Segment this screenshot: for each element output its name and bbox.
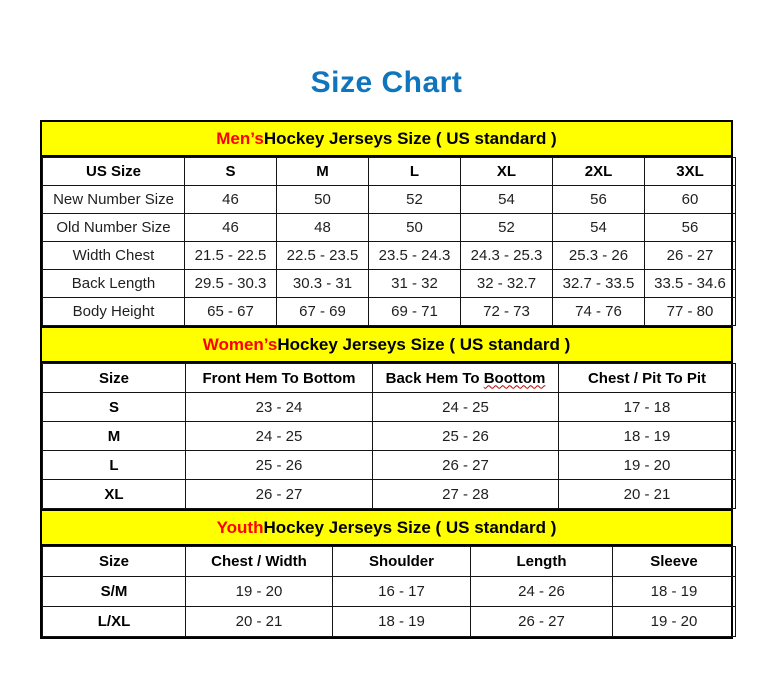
table-row — [43, 451, 736, 480]
youth-section-header — [42, 509, 731, 546]
size-value-cell: 74 - 76 — [553, 298, 645, 326]
row-label: Back Length — [43, 270, 185, 298]
table-row — [43, 242, 736, 270]
youth-section — [42, 509, 731, 637]
size-value-cell: 26 - 27 — [373, 451, 559, 480]
size-value-cell: 33.5 - 34.6 — [645, 270, 736, 298]
page-title: Size Chart — [310, 66, 463, 99]
size-value-cell: 31 - 32 — [369, 270, 461, 298]
col-header: Shoulder — [333, 547, 471, 577]
size-value-cell: 50 — [369, 214, 461, 242]
size-value-cell: 17 - 18 — [559, 393, 736, 422]
row-label: XL — [43, 480, 186, 509]
womens-size-table — [42, 363, 736, 509]
size-value-cell: 77 - 80 — [645, 298, 736, 326]
womens-section — [42, 326, 731, 509]
row-label: S — [43, 393, 186, 422]
col-header: S — [185, 158, 277, 186]
size-value-cell: 32 - 32.7 — [461, 270, 553, 298]
size-value-cell: 24 - 25 — [373, 393, 559, 422]
size-value-cell: 54 — [461, 186, 553, 214]
col-header — [373, 364, 559, 393]
size-value-cell: 25 - 26 — [186, 451, 373, 480]
size-value-cell: 20 - 21 — [186, 607, 333, 637]
size-value-cell: 60 — [645, 186, 736, 214]
womens-section-header — [42, 326, 731, 363]
col-header: Chest / Pit To Pit — [559, 364, 736, 393]
row-label: Old Number Size — [43, 214, 185, 242]
size-value-cell: 67 - 69 — [277, 298, 369, 326]
col-header: 2XL — [553, 158, 645, 186]
size-value-cell: 23 - 24 — [186, 393, 373, 422]
size-value-cell: 50 — [277, 186, 369, 214]
size-value-cell: 18 - 19 — [333, 607, 471, 637]
mens-section — [42, 122, 731, 326]
row-label: S/M — [43, 577, 186, 607]
mens-section-title-rest: Hockey Jerseys Size ( US standard ) — [263, 128, 557, 148]
table-row — [43, 422, 736, 451]
size-value-cell: 20 - 21 — [559, 480, 736, 509]
row-label: L — [43, 451, 186, 480]
size-chart-tables — [40, 120, 733, 639]
size-value-cell: 27 - 28 — [373, 480, 559, 509]
size-value-cell: 23.5 - 24.3 — [369, 242, 461, 270]
row-label: M — [43, 422, 186, 451]
row-label: L/XL — [43, 607, 186, 637]
size-value-cell: 56 — [645, 214, 736, 242]
size-value-cell: 19 - 20 — [613, 607, 736, 637]
size-value-cell: 18 - 19 — [613, 577, 736, 607]
size-value-cell: 24.3 - 25.3 — [461, 242, 553, 270]
size-value-cell: 24 - 26 — [471, 577, 613, 607]
row-label: Width Chest — [43, 242, 185, 270]
mens-section-highlight: Men’s — [216, 128, 264, 148]
size-value-cell: 29.5 - 30.3 — [185, 270, 277, 298]
size-value-cell: 54 — [553, 214, 645, 242]
youth-header-row — [43, 547, 736, 577]
size-value-cell: 48 — [277, 214, 369, 242]
row-label: New Number Size — [43, 186, 185, 214]
size-value-cell: 46 — [185, 186, 277, 214]
size-value-cell: 65 - 67 — [185, 298, 277, 326]
size-value-cell: 72 - 73 — [461, 298, 553, 326]
size-value-cell: 25 - 26 — [373, 422, 559, 451]
col-header: Chest / Width — [186, 547, 333, 577]
size-value-cell: 52 — [461, 214, 553, 242]
womens-section-title-rest: Hockey Jerseys Size ( US standard ) — [277, 334, 571, 354]
size-value-cell: 56 — [553, 186, 645, 214]
table-row — [43, 577, 736, 607]
row-label: Body Height — [43, 298, 185, 326]
col-header: XL — [461, 158, 553, 186]
col-header: Length — [471, 547, 613, 577]
womens-header-row — [43, 364, 736, 393]
size-value-cell: 30.3 - 31 — [277, 270, 369, 298]
col-header: US Size — [43, 158, 185, 186]
youth-section-highlight: Youth — [216, 517, 264, 537]
table-row — [43, 480, 736, 509]
size-value-cell: 26 - 27 — [186, 480, 373, 509]
size-value-cell: 16 - 17 — [333, 577, 471, 607]
size-value-cell: 19 - 20 — [559, 451, 736, 480]
mens-header-row — [43, 158, 736, 186]
size-value-cell: 46 — [185, 214, 277, 242]
col-header: Front Hem To Bottom — [186, 364, 373, 393]
misspelled-word: Boottom — [483, 369, 546, 387]
col-header: L — [369, 158, 461, 186]
size-value-cell: 52 — [369, 186, 461, 214]
youth-section-title-rest: Hockey Jerseys Size ( US standard ) — [263, 517, 557, 537]
table-row — [43, 393, 736, 422]
col-header: Size — [43, 547, 186, 577]
table-row — [43, 186, 736, 214]
mens-size-table — [42, 157, 736, 326]
table-row — [43, 607, 736, 637]
size-value-cell: 18 - 19 — [559, 422, 736, 451]
col-header: Size — [43, 364, 186, 393]
size-value-cell: 69 - 71 — [369, 298, 461, 326]
size-value-cell: 26 - 27 — [471, 607, 613, 637]
size-value-cell: 32.7 - 33.5 — [553, 270, 645, 298]
col-header: M — [277, 158, 369, 186]
youth-size-table — [42, 546, 736, 637]
table-row — [43, 298, 736, 326]
size-value-cell: 24 - 25 — [186, 422, 373, 451]
size-value-cell: 22.5 - 23.5 — [277, 242, 369, 270]
mens-section-header — [42, 122, 731, 157]
col-header: Sleeve — [613, 547, 736, 577]
size-value-cell: 26 - 27 — [645, 242, 736, 270]
womens-section-highlight: Women’s — [202, 334, 278, 354]
size-value-cell: 21.5 - 22.5 — [185, 242, 277, 270]
col-header: 3XL — [645, 158, 736, 186]
table-row — [43, 214, 736, 242]
size-value-cell: 19 - 20 — [186, 577, 333, 607]
table-row — [43, 270, 736, 298]
size-value-cell: 25.3 - 26 — [553, 242, 645, 270]
col-header-text: Back Hem To — [385, 369, 480, 387]
